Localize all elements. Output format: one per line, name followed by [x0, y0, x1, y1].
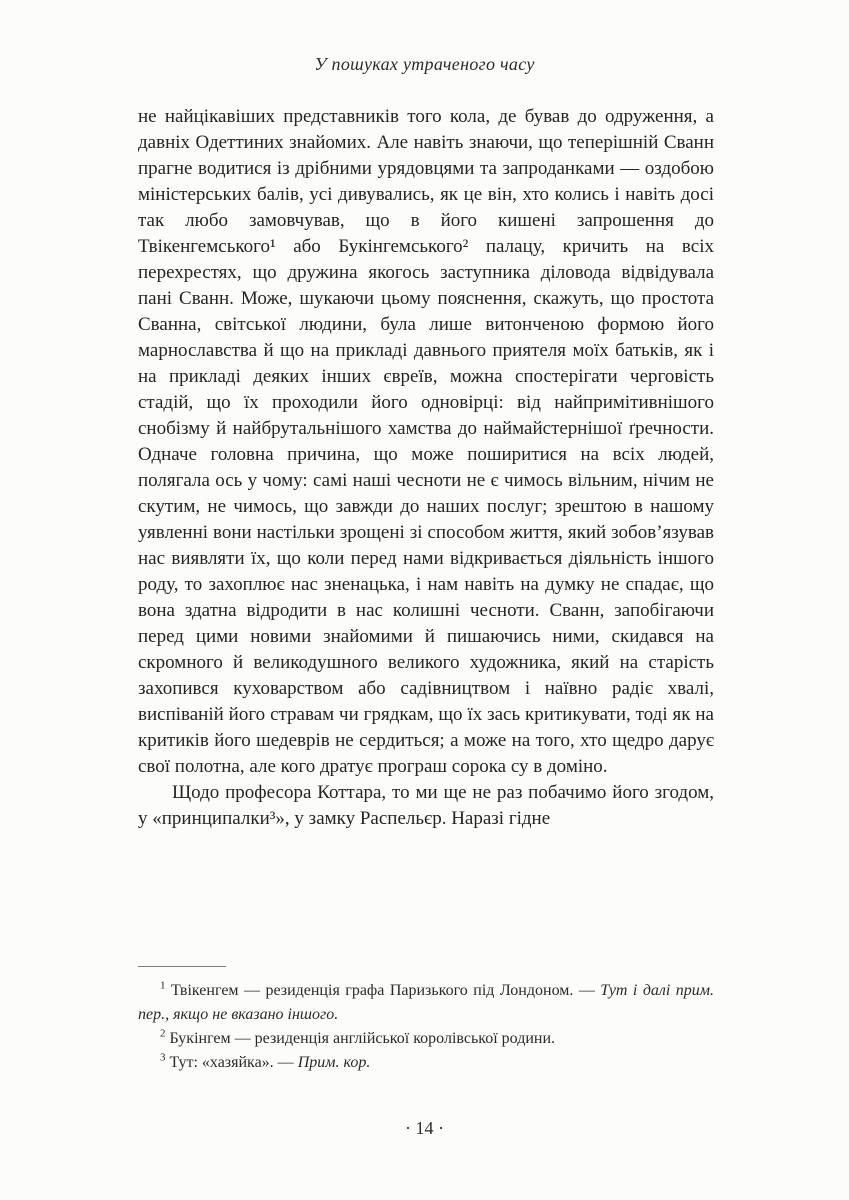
footnote: [138, 1027, 714, 1051]
footnote: [138, 979, 714, 1027]
footnote-marker: 3: [160, 1051, 166, 1064]
footnotes-section: [138, 966, 714, 1075]
footnote-rule: [138, 966, 226, 967]
footnote-marker: 2: [160, 1027, 166, 1040]
footnote-text: Тут: «хазяйка». —: [169, 1054, 298, 1071]
running-head: У пошуках утраченого часу: [314, 54, 535, 74]
footnote-text: Букінгем — резиденція англійської королівської родини.: [169, 1030, 556, 1047]
footnote-text-italic: Тут і далі прим. пер., якщо не вказано іншого.: [138, 982, 714, 1023]
footnote: [138, 1051, 714, 1075]
footnote-text-italic: Прим. кор.: [297, 1054, 371, 1071]
page-number: · 14 ·: [405, 1118, 444, 1138]
footnote-marker: 1: [160, 979, 166, 992]
footnote-text: Твікенгем — резиденція графа Паризького під Лондоном. —: [170, 982, 601, 999]
paragraph: не найцікавіших представників того кола, де бував до одруження, а давніх Одеттиних знайомих. Але навіть знаючи, що теперішній Сванн прагне водитися із дрібними урядовцями та запроданками — оздобою міністерських балів, усі дивувались, як це він, хто колись і навіть досі так любо замовчував, що в його кишені запрошення до Твікенгемського¹ або Букінгемського² палацу, кричить на всіх перехрестях, що дружина якогось заступника діловода відвідувала пані Сванн. Може, шукаючи цьому пояснення, скажуть, що простота Сванна, світської людини, була лише витонченою формою його марнославства й що на прикладі давнього приятеля моїх батьків, як і на прикладі деяких інших євреїв, можна спостерігати черговість стадій, що їх проходили його одновірці: від найпримітивнішого снобізму й найбрутальнішого хамства до наймайстернішої ґречности. Одначе головна причина, що може поширитися на всіх людей, полягала ось у чому: самі наші чесноти не є чимось вільним, нічим не скутим, не чимось, що завжди до наших послуг; зрештою в нашому уявленні вони настільки зрощені зі способом життя, який зобов’язував нас виявляти їх, що коли перед нами відкривається діяльність іншого роду, то захоплює нас зненацька, і нам навіть на думку не спадає, що вона здатна відродити в нас колишні чесноти. Сванн, запобігаючи перед цими новими знайомими й пишаючись ними, скидався на скромного й великодушного великого художника, який на старість захопився куховарством або садівництвом і наївно радіє хвалі, виспіваній його стравам чи грядкам, що їх зась критикувати, тоді як на критиків його шедеврів не сердиться; а може на того, хто щедро дарує свої полотна, але кого дратує програш сорока су в доміно.: [138, 106, 714, 777]
paragraph: Щодо професора Коттара, то ми ще не раз побачимо його згодом, у «принципалки³», у замку Распельєр. Наразі гідне: [138, 782, 714, 829]
body-text: [138, 104, 714, 832]
